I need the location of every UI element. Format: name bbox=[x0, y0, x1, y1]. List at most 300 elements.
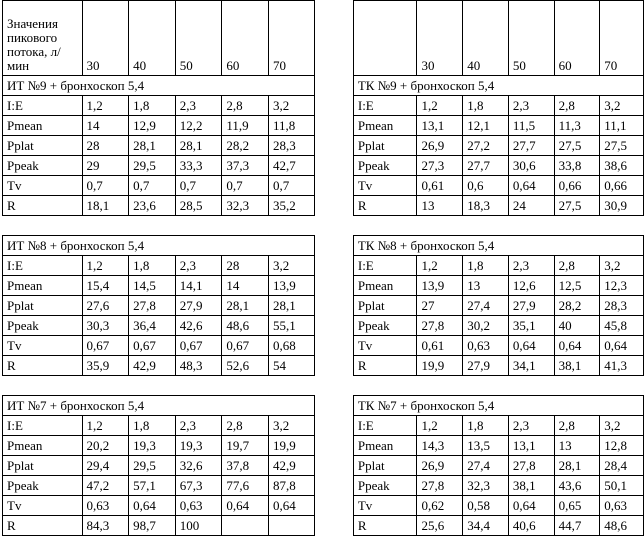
value-cell: 13,1 bbox=[508, 436, 554, 456]
table-row bbox=[3, 416, 644, 436]
value-cell: 28,4 bbox=[600, 456, 644, 476]
flow-header-cell: 30 bbox=[82, 1, 129, 76]
value-cell: 0,65 bbox=[554, 496, 600, 516]
column-gap bbox=[314, 336, 353, 356]
value-cell: 27,5 bbox=[554, 136, 600, 156]
value-cell: 100 bbox=[175, 516, 222, 536]
value-cell: 13,5 bbox=[463, 436, 509, 456]
value-cell: 27,8 bbox=[129, 296, 176, 316]
value-cell: 41,3 bbox=[600, 356, 644, 376]
value-cell: 12,6 bbox=[508, 276, 554, 296]
column-gap bbox=[314, 516, 353, 536]
value-cell: 43,6 bbox=[554, 476, 600, 496]
value-cell: 0,64 bbox=[508, 176, 554, 196]
value-cell: 27,7 bbox=[508, 136, 554, 156]
value-cell: 28,1 bbox=[554, 456, 600, 476]
column-gap bbox=[314, 96, 353, 116]
spacer-cell bbox=[314, 376, 353, 396]
value-cell: 48,6 bbox=[600, 516, 644, 536]
param-label: Tv bbox=[3, 176, 83, 196]
block-title-row bbox=[3, 76, 644, 96]
value-cell: 30,6 bbox=[508, 156, 554, 176]
value-cell: 37,8 bbox=[222, 456, 269, 476]
value-cell: 57,1 bbox=[129, 476, 176, 496]
block-title-right: ТК №7 + бронхоскоп 5,4 bbox=[353, 396, 554, 416]
block-title-fill bbox=[222, 76, 314, 96]
value-cell: 14,5 bbox=[129, 276, 176, 296]
table-row bbox=[3, 256, 644, 276]
value-cell: 13,9 bbox=[268, 276, 314, 296]
spacer-cell bbox=[3, 216, 83, 236]
spacer-cell bbox=[129, 376, 176, 396]
value-cell: 30,2 bbox=[463, 316, 509, 336]
value-cell: 42,9 bbox=[129, 356, 176, 376]
value-cell: 0,64 bbox=[268, 496, 314, 516]
header-row bbox=[3, 1, 644, 76]
value-cell: 0,63 bbox=[600, 496, 644, 516]
value-cell: 0,58 bbox=[463, 496, 509, 516]
value-cell: 14 bbox=[222, 276, 269, 296]
flow-header-cell: 70 bbox=[600, 1, 644, 76]
param-label: R bbox=[3, 196, 83, 216]
param-label: Pmean bbox=[353, 436, 417, 456]
value-cell: 28,1 bbox=[175, 136, 222, 156]
spacer-cell bbox=[353, 376, 417, 396]
value-cell: 45,8 bbox=[600, 316, 644, 336]
value-cell: 14,1 bbox=[175, 276, 222, 296]
value-cell: 15,4 bbox=[82, 276, 129, 296]
value-cell: 0,63 bbox=[175, 496, 222, 516]
value-cell: 30,3 bbox=[82, 316, 129, 336]
flow-header-cell: 70 bbox=[268, 1, 314, 76]
param-label: I:E bbox=[353, 416, 417, 436]
column-gap bbox=[314, 436, 353, 456]
value-cell: 29 bbox=[82, 156, 129, 176]
column-gap bbox=[314, 1, 353, 76]
flow-header-label-right bbox=[353, 1, 417, 76]
table-row bbox=[3, 336, 644, 356]
value-cell bbox=[268, 516, 314, 536]
param-label: Pmean bbox=[3, 276, 83, 296]
column-gap bbox=[314, 196, 353, 216]
value-cell: 38,6 bbox=[600, 156, 644, 176]
block-title-row bbox=[3, 236, 644, 256]
value-cell: 12,1 bbox=[463, 116, 509, 136]
value-cell: 0,66 bbox=[554, 176, 600, 196]
block-title-left: ИТ №9 + бронхоскоп 5,4 bbox=[3, 76, 222, 96]
column-gap bbox=[314, 416, 353, 436]
param-label: Pplat bbox=[353, 456, 417, 476]
param-label: Ppeak bbox=[3, 316, 83, 336]
value-cell: 0,64 bbox=[222, 496, 269, 516]
spacer-cell bbox=[600, 376, 644, 396]
value-cell: 36,4 bbox=[129, 316, 176, 336]
value-cell: 0,63 bbox=[82, 496, 129, 516]
table-row bbox=[3, 276, 644, 296]
value-cell: 0,7 bbox=[268, 176, 314, 196]
param-label: Pplat bbox=[353, 296, 417, 316]
value-cell: 0,64 bbox=[554, 336, 600, 356]
value-cell: 27,8 bbox=[508, 456, 554, 476]
param-label: I:E bbox=[353, 256, 417, 276]
value-cell: 1,8 bbox=[463, 256, 509, 276]
param-label: Pplat bbox=[3, 136, 83, 156]
value-cell: 29,4 bbox=[82, 456, 129, 476]
param-label: Pmean bbox=[3, 436, 83, 456]
block-title-left: ИТ №8 + бронхоскоп 5,4 bbox=[3, 236, 222, 256]
value-cell: 0,67 bbox=[82, 336, 129, 356]
table-body bbox=[3, 1, 644, 536]
value-cell: 0,63 bbox=[463, 336, 509, 356]
block-title-right: ТК №9 + бронхоскоп 5,4 bbox=[353, 76, 554, 96]
value-cell: 35,1 bbox=[508, 316, 554, 336]
spacer-cell bbox=[508, 216, 554, 236]
value-cell: 19,9 bbox=[268, 436, 314, 456]
value-cell: 35,9 bbox=[82, 356, 129, 376]
param-label: Pmean bbox=[3, 116, 83, 136]
param-label: I:E bbox=[3, 416, 83, 436]
value-cell: 27,9 bbox=[508, 296, 554, 316]
value-cell: 27,8 bbox=[417, 476, 463, 496]
column-gap bbox=[314, 76, 353, 96]
value-cell: 1,2 bbox=[417, 96, 463, 116]
value-cell: 1,2 bbox=[82, 416, 129, 436]
param-label: Pmean bbox=[353, 276, 417, 296]
param-label: Tv bbox=[353, 176, 417, 196]
value-cell: 0,6 bbox=[463, 176, 509, 196]
value-cell: 27,6 bbox=[82, 296, 129, 316]
param-label: R bbox=[353, 196, 417, 216]
param-label: R bbox=[3, 356, 83, 376]
value-cell: 11,9 bbox=[222, 116, 269, 136]
value-cell: 0,61 bbox=[417, 176, 463, 196]
value-cell: 27,4 bbox=[463, 456, 509, 476]
param-label: Pmean bbox=[353, 116, 417, 136]
value-cell: 52,6 bbox=[222, 356, 269, 376]
flow-header-cell: 40 bbox=[129, 1, 176, 76]
value-cell: 35,2 bbox=[268, 196, 314, 216]
column-gap bbox=[314, 236, 353, 256]
column-gap bbox=[314, 156, 353, 176]
value-cell: 27,9 bbox=[463, 356, 509, 376]
value-cell: 40,6 bbox=[508, 516, 554, 536]
block-spacer bbox=[3, 216, 644, 236]
value-cell: 0,67 bbox=[222, 336, 269, 356]
value-cell: 0,64 bbox=[508, 496, 554, 516]
value-cell: 13,9 bbox=[417, 276, 463, 296]
value-cell: 13,1 bbox=[417, 116, 463, 136]
param-label: Pplat bbox=[3, 456, 83, 476]
block-title-fill bbox=[554, 236, 643, 256]
spacer-cell bbox=[222, 216, 269, 236]
value-cell: 50,1 bbox=[600, 476, 644, 496]
table-row bbox=[3, 116, 644, 136]
spacer-cell bbox=[3, 376, 83, 396]
value-cell: 2,3 bbox=[175, 256, 222, 276]
value-cell: 11,8 bbox=[268, 116, 314, 136]
flow-header-label: Значения пикового потока, л/мин bbox=[3, 1, 83, 76]
value-cell: 77,6 bbox=[222, 476, 269, 496]
table-row bbox=[3, 136, 644, 156]
value-cell: 12,9 bbox=[129, 116, 176, 136]
table-row bbox=[3, 316, 644, 336]
value-cell: 2,3 bbox=[175, 96, 222, 116]
column-gap bbox=[314, 296, 353, 316]
value-cell: 3,2 bbox=[268, 96, 314, 116]
value-cell: 26,9 bbox=[417, 456, 463, 476]
value-cell: 2,8 bbox=[554, 256, 600, 276]
param-label: Tv bbox=[353, 336, 417, 356]
value-cell: 2,3 bbox=[508, 96, 554, 116]
value-cell: 67,3 bbox=[175, 476, 222, 496]
param-label: I:E bbox=[3, 256, 83, 276]
column-gap bbox=[314, 316, 353, 336]
value-cell: 18,3 bbox=[463, 196, 509, 216]
block-title-fill bbox=[554, 76, 643, 96]
column-gap bbox=[314, 476, 353, 496]
value-cell: 2,8 bbox=[222, 96, 269, 116]
data-table bbox=[2, 0, 644, 536]
param-label: R bbox=[353, 356, 417, 376]
value-cell: 27,2 bbox=[463, 136, 509, 156]
spacer-cell bbox=[82, 376, 129, 396]
value-cell: 30,9 bbox=[600, 196, 644, 216]
value-cell: 1,2 bbox=[417, 416, 463, 436]
value-cell: 27,5 bbox=[554, 196, 600, 216]
value-cell: 42,6 bbox=[175, 316, 222, 336]
value-cell: 33,3 bbox=[175, 156, 222, 176]
value-cell: 0,7 bbox=[82, 176, 129, 196]
block-title-fill bbox=[554, 396, 643, 416]
value-cell: 11,5 bbox=[508, 116, 554, 136]
value-cell: 2,8 bbox=[554, 96, 600, 116]
value-cell: 3,2 bbox=[268, 416, 314, 436]
value-cell: 14,3 bbox=[417, 436, 463, 456]
spacer-cell bbox=[508, 376, 554, 396]
value-cell: 47,2 bbox=[82, 476, 129, 496]
value-cell: 0,7 bbox=[175, 176, 222, 196]
value-cell: 0,64 bbox=[600, 336, 644, 356]
value-cell: 34,1 bbox=[508, 356, 554, 376]
spacer-cell bbox=[175, 216, 222, 236]
value-cell: 26,9 bbox=[417, 136, 463, 156]
value-cell: 12,2 bbox=[175, 116, 222, 136]
value-cell: 3,2 bbox=[600, 256, 644, 276]
value-cell: 54 bbox=[268, 356, 314, 376]
value-cell: 19,9 bbox=[417, 356, 463, 376]
value-cell: 44,7 bbox=[554, 516, 600, 536]
value-cell: 27,4 bbox=[463, 296, 509, 316]
value-cell: 3,2 bbox=[600, 96, 644, 116]
param-label: Ppeak bbox=[3, 156, 83, 176]
spacer-cell bbox=[353, 216, 417, 236]
value-cell: 27,9 bbox=[175, 296, 222, 316]
value-cell: 11,3 bbox=[554, 116, 600, 136]
table-row bbox=[3, 476, 644, 496]
block-title-right: ТК №8 + бронхоскоп 5,4 bbox=[353, 236, 554, 256]
value-cell: 42,7 bbox=[268, 156, 314, 176]
column-gap bbox=[314, 256, 353, 276]
value-cell: 84,3 bbox=[82, 516, 129, 536]
spacer-cell bbox=[554, 216, 600, 236]
spacer-cell bbox=[463, 216, 509, 236]
value-cell: 1,2 bbox=[82, 96, 129, 116]
param-label: Ppeak bbox=[3, 476, 83, 496]
value-cell: 1,8 bbox=[463, 416, 509, 436]
table-row bbox=[3, 516, 644, 536]
value-cell: 28,1 bbox=[129, 136, 176, 156]
value-cell: 0,66 bbox=[600, 176, 644, 196]
value-cell: 38,1 bbox=[554, 356, 600, 376]
column-gap bbox=[314, 136, 353, 156]
spacer-cell bbox=[600, 216, 644, 236]
spacer-cell bbox=[268, 376, 314, 396]
column-gap bbox=[314, 456, 353, 476]
value-cell: 33,8 bbox=[554, 156, 600, 176]
value-cell: 32,3 bbox=[222, 196, 269, 216]
value-cell: 29,5 bbox=[129, 456, 176, 476]
value-cell: 0,67 bbox=[129, 336, 176, 356]
table-row bbox=[3, 96, 644, 116]
spacer-cell bbox=[314, 216, 353, 236]
value-cell: 12,8 bbox=[600, 436, 644, 456]
value-cell: 28,3 bbox=[268, 136, 314, 156]
value-cell: 27,7 bbox=[463, 156, 509, 176]
value-cell: 0,62 bbox=[417, 496, 463, 516]
column-gap bbox=[314, 116, 353, 136]
value-cell: 3,2 bbox=[268, 256, 314, 276]
value-cell: 48,6 bbox=[222, 316, 269, 336]
block-spacer bbox=[3, 376, 644, 396]
value-cell: 0,7 bbox=[129, 176, 176, 196]
spacer-cell bbox=[175, 376, 222, 396]
spacer-cell bbox=[129, 216, 176, 236]
value-cell: 27 bbox=[417, 296, 463, 316]
spacer-cell bbox=[417, 216, 463, 236]
column-gap bbox=[314, 176, 353, 196]
value-cell: 87,8 bbox=[268, 476, 314, 496]
value-cell: 0,68 bbox=[268, 336, 314, 356]
flow-header-cell: 40 bbox=[463, 1, 509, 76]
value-cell: 55,1 bbox=[268, 316, 314, 336]
value-cell bbox=[222, 516, 269, 536]
value-cell: 0,61 bbox=[417, 336, 463, 356]
table-row bbox=[3, 356, 644, 376]
value-cell: 12,5 bbox=[554, 276, 600, 296]
spacer-cell bbox=[222, 376, 269, 396]
value-cell: 38,1 bbox=[508, 476, 554, 496]
value-cell: 1,8 bbox=[129, 416, 176, 436]
flow-header-cell: 60 bbox=[554, 1, 600, 76]
value-cell: 19,3 bbox=[175, 436, 222, 456]
spacer-cell bbox=[463, 376, 509, 396]
spacer-cell bbox=[417, 376, 463, 396]
value-cell: 13 bbox=[463, 276, 509, 296]
value-cell: 1,8 bbox=[129, 256, 176, 276]
flow-header-cell: 50 bbox=[508, 1, 554, 76]
value-cell: 28 bbox=[222, 256, 269, 276]
flow-header-cell: 50 bbox=[175, 1, 222, 76]
param-label: Tv bbox=[3, 336, 83, 356]
value-cell: 20,2 bbox=[82, 436, 129, 456]
value-cell: 27,5 bbox=[600, 136, 644, 156]
spacer-cell bbox=[268, 216, 314, 236]
value-cell: 24 bbox=[508, 196, 554, 216]
value-cell: 3,2 bbox=[600, 416, 644, 436]
value-cell: 28,2 bbox=[554, 296, 600, 316]
value-cell: 27,3 bbox=[417, 156, 463, 176]
value-cell: 2,8 bbox=[222, 416, 269, 436]
value-cell: 27,8 bbox=[417, 316, 463, 336]
param-label: Ppeak bbox=[353, 316, 417, 336]
table-row bbox=[3, 156, 644, 176]
column-gap bbox=[314, 396, 353, 416]
value-cell: 1,8 bbox=[463, 96, 509, 116]
spacer-cell bbox=[82, 216, 129, 236]
value-cell: 0,67 bbox=[175, 336, 222, 356]
value-cell: 48,3 bbox=[175, 356, 222, 376]
flow-header-cell: 60 bbox=[222, 1, 269, 76]
value-cell: 0,7 bbox=[222, 176, 269, 196]
value-cell: 23,6 bbox=[129, 196, 176, 216]
param-label: Tv bbox=[3, 496, 83, 516]
value-cell: 18,1 bbox=[82, 196, 129, 216]
value-cell: 19,3 bbox=[129, 436, 176, 456]
value-cell: 42,9 bbox=[268, 456, 314, 476]
value-cell: 11,1 bbox=[600, 116, 644, 136]
param-label: Ppeak bbox=[353, 156, 417, 176]
param-label: I:E bbox=[353, 96, 417, 116]
value-cell: 28 bbox=[82, 136, 129, 156]
spacer-cell bbox=[554, 376, 600, 396]
value-cell: 12,3 bbox=[600, 276, 644, 296]
value-cell: 40 bbox=[554, 316, 600, 336]
value-cell: 19,7 bbox=[222, 436, 269, 456]
value-cell: 2,3 bbox=[508, 256, 554, 276]
value-cell: 1,2 bbox=[82, 256, 129, 276]
value-cell: 34,4 bbox=[463, 516, 509, 536]
value-cell: 37,3 bbox=[222, 156, 269, 176]
block-title-fill bbox=[222, 236, 314, 256]
value-cell: 28,5 bbox=[175, 196, 222, 216]
flow-header-cell: 30 bbox=[417, 1, 463, 76]
param-label: Ppeak bbox=[353, 476, 417, 496]
value-cell: 13 bbox=[554, 436, 600, 456]
value-cell: 25,6 bbox=[417, 516, 463, 536]
block-title-row bbox=[3, 396, 644, 416]
value-cell: 32,3 bbox=[463, 476, 509, 496]
column-gap bbox=[314, 276, 353, 296]
value-cell: 0,64 bbox=[508, 336, 554, 356]
table-row bbox=[3, 296, 644, 316]
value-cell: 28,1 bbox=[222, 296, 269, 316]
value-cell: 1,2 bbox=[417, 256, 463, 276]
value-cell: 13 bbox=[417, 196, 463, 216]
table-row bbox=[3, 176, 644, 196]
table-row bbox=[3, 456, 644, 476]
value-cell: 2,8 bbox=[554, 416, 600, 436]
param-label: Tv bbox=[353, 496, 417, 516]
value-cell: 2,3 bbox=[508, 416, 554, 436]
column-gap bbox=[314, 356, 353, 376]
value-cell: 14 bbox=[82, 116, 129, 136]
value-cell: 28,3 bbox=[600, 296, 644, 316]
value-cell: 28,1 bbox=[268, 296, 314, 316]
value-cell: 0,64 bbox=[129, 496, 176, 516]
value-cell: 98,7 bbox=[129, 516, 176, 536]
value-cell: 28,2 bbox=[222, 136, 269, 156]
param-label: R bbox=[3, 516, 83, 536]
